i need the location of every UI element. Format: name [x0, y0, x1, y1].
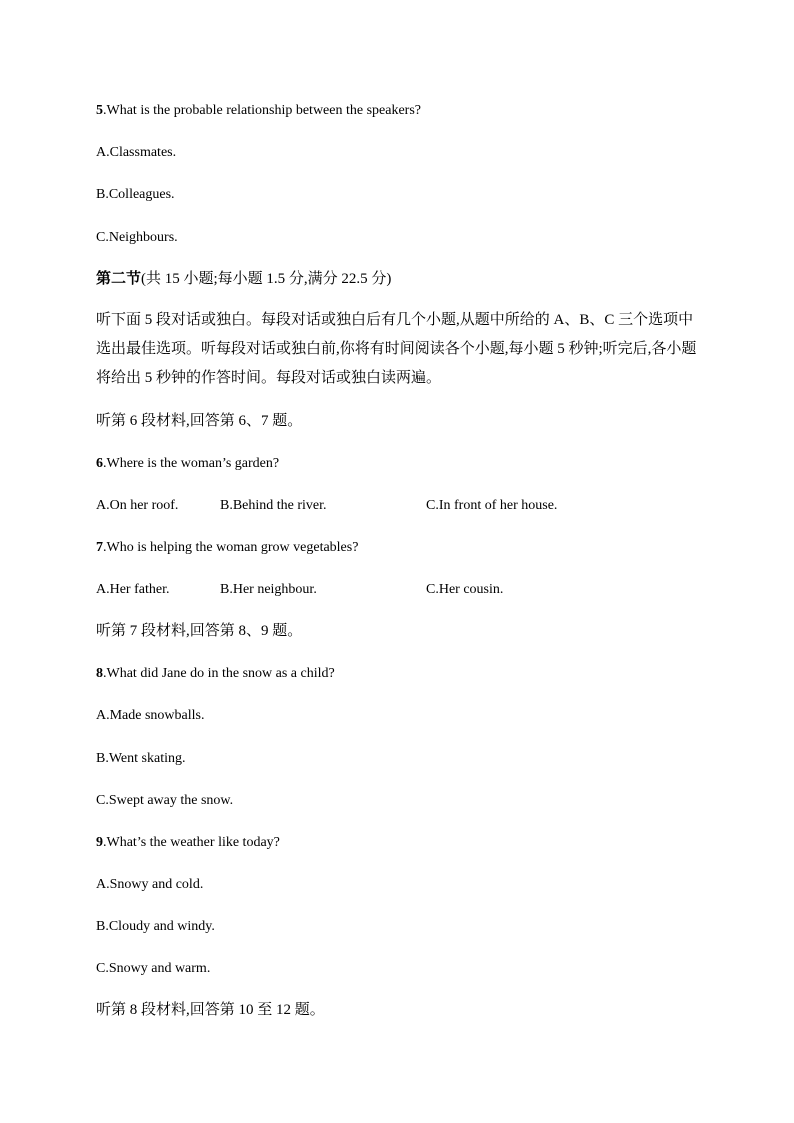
section-heading — [96, 269, 391, 289]
question-text: .Who is helping the woman grow vegetables? — [103, 540, 359, 555]
question-number: 9 — [96, 835, 103, 850]
option-b: B.Her neighbour. — [220, 582, 317, 597]
option-a: A.Classmates. — [96, 145, 177, 160]
question-number: 7 — [96, 540, 103, 555]
question-text: .What’s the weather like today? — [103, 835, 280, 850]
question-8 — [96, 664, 335, 684]
question-text: .Where is the woman’s garden? — [103, 456, 280, 471]
option-b: B.Colleagues. — [96, 187, 175, 202]
question-number: 6 — [96, 456, 103, 471]
material-7-heading: 听第 7 段材料,回答第 8、9 题。 — [96, 623, 303, 639]
option-a: A.Made snowballs. — [96, 708, 205, 723]
option-c: C.Her cousin. — [426, 582, 504, 597]
option-b: B.Went skating. — [96, 751, 186, 766]
question-7 — [96, 538, 358, 558]
option-a: A.Her father. — [96, 582, 170, 597]
option-c: C.Neighbours. — [96, 230, 178, 245]
question-5 — [96, 101, 421, 121]
question-text: .What did Jane do in the snow as a child? — [103, 666, 335, 681]
question-number: 5 — [96, 103, 103, 118]
option-c: C.Snowy and warm. — [96, 961, 211, 976]
section-instructions: 听下面 5 段对话或独白。每段对话或独白后有几个小题,从题中所给的 A、B、C 三个选项中选出最佳选项。听每段对话或独白前,你将有时间阅读各个小题,每小题 5 秒钟;听完后,各小题将给出 5 秒钟的作答时间。每段对话或独白读两遍。 — [96, 312, 697, 386]
question-7-options — [96, 580, 706, 600]
option-a: A.Snowy and cold. — [96, 877, 204, 892]
option-a: A.On her roof. — [96, 498, 179, 513]
question-number: 8 — [96, 666, 103, 681]
question-6-options — [96, 496, 706, 516]
material-6-heading: 听第 6 段材料,回答第 6、7 题。 — [96, 413, 303, 429]
option-c: C.In front of her house. — [426, 498, 558, 513]
section-note: (共 15 小题;每小题 1.5 分,满分 22.5 分) — [141, 271, 392, 287]
question-text: .What is the probable relationship between the speakers? — [103, 103, 421, 118]
option-b: B.Behind the river. — [220, 498, 327, 513]
material-8-heading: 听第 8 段材料,回答第 10 至 12 题。 — [96, 1002, 325, 1018]
question-9 — [96, 833, 280, 853]
section-title: 第二节 — [96, 271, 142, 287]
question-6 — [96, 454, 279, 474]
option-b: B.Cloudy and windy. — [96, 919, 215, 934]
option-c: C.Swept away the snow. — [96, 793, 234, 808]
